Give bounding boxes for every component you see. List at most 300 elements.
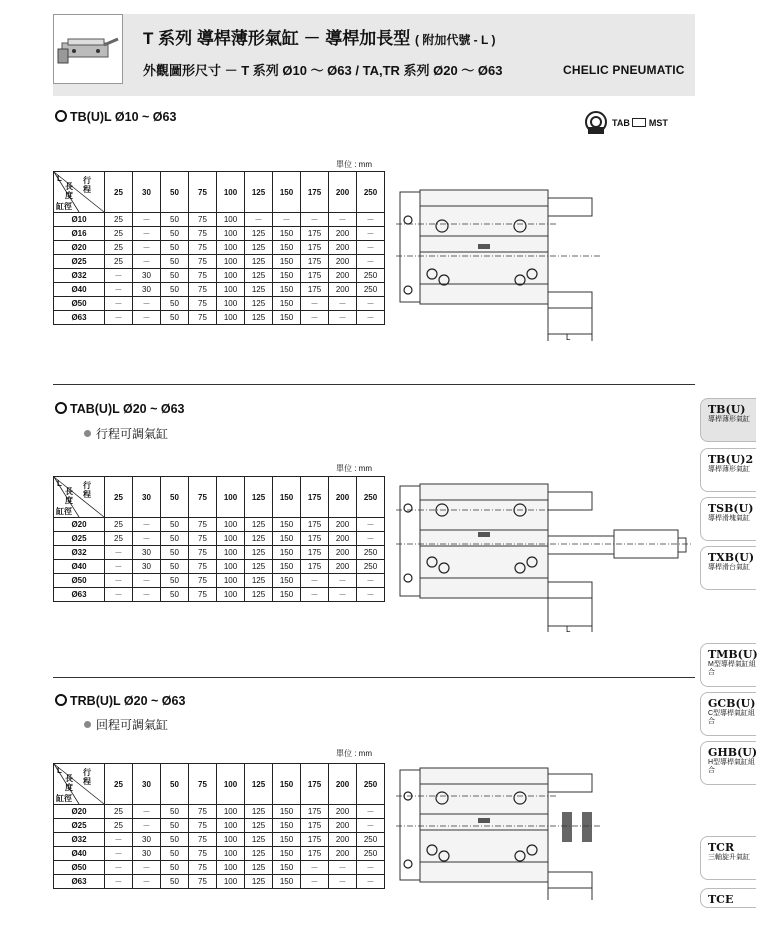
bullet-trb: 回程可調氣缸: [84, 716, 168, 733]
stroke-header: 30: [133, 764, 161, 805]
stroke-header: 250: [357, 764, 385, 805]
table-cell: －: [329, 861, 357, 875]
table-cell: －: [133, 875, 161, 889]
table-cell: －: [273, 213, 301, 227]
table-cell: －: [133, 227, 161, 241]
table-cell: 100: [217, 269, 245, 283]
table-cell: 75: [189, 213, 217, 227]
table-cell: 25: [105, 227, 133, 241]
side-tab[interactable]: [700, 643, 756, 687]
side-tab-desc: 三軸旋升氣缸: [708, 854, 750, 861]
table-cell: 100: [217, 283, 245, 297]
table-cell: 150: [273, 532, 301, 546]
table-cell: 175: [301, 819, 329, 833]
table-cell: －: [133, 574, 161, 588]
stroke-header: 50: [161, 477, 189, 518]
brand-name: CHELIC PNEUMATIC: [563, 63, 685, 77]
table-cell: 50: [161, 833, 189, 847]
stroke-header: 125: [245, 764, 273, 805]
table-cell: 50: [161, 241, 189, 255]
side-tab-code: GHB(U): [708, 746, 758, 759]
table-cell: －: [133, 311, 161, 325]
table-cell: 125: [245, 805, 273, 819]
table-cell: －: [357, 861, 385, 875]
table-cell: 150: [273, 546, 301, 560]
table-cell: 200: [329, 269, 357, 283]
side-tab-desc: C型導桿氣缸組合: [708, 710, 756, 725]
table-cell: 150: [273, 574, 301, 588]
table-row: [54, 847, 385, 861]
table-cell: －: [357, 518, 385, 532]
table-cell: 75: [189, 847, 217, 861]
table-cell: 100: [217, 213, 245, 227]
svg-text:L: L: [566, 625, 571, 634]
table-cell: 50: [161, 861, 189, 875]
table-cell: 50: [161, 269, 189, 283]
table-cell: 200: [329, 819, 357, 833]
table-cell: 100: [217, 297, 245, 311]
table-cell: 75: [189, 861, 217, 875]
table-cell: －: [105, 588, 133, 602]
table-cell: 150: [273, 311, 301, 325]
table-cell: 75: [189, 227, 217, 241]
bore-cell: Ø63: [54, 875, 105, 889]
unit-label: 單位 : mm: [336, 749, 372, 758]
table-cell: 100: [217, 805, 245, 819]
table-cell: 50: [161, 875, 189, 889]
table-row: [54, 560, 385, 574]
stroke-header: 25: [105, 764, 133, 805]
table-cell: 25: [105, 819, 133, 833]
table-cell: 25: [105, 241, 133, 255]
table-cell: 50: [161, 518, 189, 532]
tab-mst-logo-icon: [582, 110, 610, 141]
table-row: [54, 875, 385, 889]
svg-text:L: L: [566, 333, 571, 342]
table-cell: 75: [189, 875, 217, 889]
stroke-header: 75: [189, 172, 217, 213]
table-cell: 30: [133, 833, 161, 847]
stroke-header: 150: [273, 477, 301, 518]
bore-cell: Ø32: [54, 546, 105, 560]
table-cell: 100: [217, 574, 245, 588]
cylinder-photo: [53, 14, 123, 84]
divider: [53, 677, 695, 678]
table-cell: －: [329, 574, 357, 588]
stroke-header: 25: [105, 477, 133, 518]
table-cell: 175: [301, 532, 329, 546]
side-tab-desc: 導桿滑台氣缸: [708, 564, 750, 571]
table-cell: 30: [133, 847, 161, 861]
table-cell: －: [133, 532, 161, 546]
table-cell: 75: [189, 588, 217, 602]
table-cell: 150: [273, 819, 301, 833]
stroke-header: 250: [357, 477, 385, 518]
side-tab-desc: 導桿滑塊氣缸: [708, 515, 750, 522]
table-cell: 50: [161, 847, 189, 861]
table-row: [54, 213, 385, 227]
table-cell: －: [357, 532, 385, 546]
bore-cell: Ø25: [54, 532, 105, 546]
table-cell: －: [329, 297, 357, 311]
stroke-header: 30: [133, 477, 161, 518]
table-cell: 30: [133, 269, 161, 283]
table-cell: 150: [273, 297, 301, 311]
table-cell: －: [357, 311, 385, 325]
table-cell: －: [301, 875, 329, 889]
table-cell: 125: [245, 241, 273, 255]
section-title-trb: TRB(U)L Ø20 ~ Ø63: [55, 694, 185, 708]
table-cell: 100: [217, 311, 245, 325]
table-cell: －: [133, 805, 161, 819]
side-tab-code: TCR: [708, 841, 735, 854]
table-cell: 50: [161, 560, 189, 574]
table-cell: －: [105, 875, 133, 889]
table-row: [54, 574, 385, 588]
stroke-header: 175: [301, 477, 329, 518]
bullet-tab: 行程可調氣缸: [84, 425, 168, 442]
table-cell: －: [133, 213, 161, 227]
table-cell: －: [357, 588, 385, 602]
table-cell: －: [357, 241, 385, 255]
stroke-header: 125: [245, 477, 273, 518]
table-cell: 30: [133, 546, 161, 560]
side-tab-code: TB(U): [708, 403, 746, 416]
table-cell: －: [105, 560, 133, 574]
table-cell: 100: [217, 819, 245, 833]
stroke-header: 75: [189, 764, 217, 805]
table-cell: 50: [161, 227, 189, 241]
side-tab[interactable]: [700, 398, 756, 442]
bore-cell: Ø63: [54, 311, 105, 325]
table-cell: 100: [217, 546, 245, 560]
stroke-header: 75: [189, 477, 217, 518]
table-cell: －: [357, 819, 385, 833]
table-cell: 125: [245, 588, 273, 602]
table-cell: －: [105, 574, 133, 588]
table-cell: －: [105, 847, 133, 861]
stroke-header: 125: [245, 172, 273, 213]
table-cell: －: [105, 311, 133, 325]
table-cell: 200: [329, 833, 357, 847]
table-cell: －: [357, 875, 385, 889]
table-cell: 125: [245, 847, 273, 861]
table-cell: －: [133, 255, 161, 269]
side-tab[interactable]: [700, 546, 756, 590]
table-row: [54, 819, 385, 833]
table-cell: 75: [189, 819, 217, 833]
side-tab-code: TB(U)2: [708, 453, 754, 466]
table-cell: 175: [301, 833, 329, 847]
table-cell: －: [329, 311, 357, 325]
bore-cell: Ø16: [54, 227, 105, 241]
table-row: [54, 518, 385, 532]
table-row: [54, 588, 385, 602]
table-cell: －: [357, 805, 385, 819]
table-cell: －: [357, 255, 385, 269]
table-row: [54, 269, 385, 283]
bore-cell: Ø63: [54, 588, 105, 602]
table-cell: 75: [189, 560, 217, 574]
table-cell: 125: [245, 546, 273, 560]
side-tab-desc: H型導桿氣缸組合: [708, 759, 756, 774]
bore-cell: Ø20: [54, 241, 105, 255]
stroke-header: 50: [161, 172, 189, 213]
table-cell: 75: [189, 546, 217, 560]
side-tab-desc: 導桿薄形氣缸: [708, 416, 750, 423]
stroke-header: 100: [217, 764, 245, 805]
unit-label: 單位 : mm: [336, 160, 372, 169]
bore-cell: Ø50: [54, 574, 105, 588]
table-cell: 75: [189, 283, 217, 297]
table-cell: 25: [105, 532, 133, 546]
table-cell: －: [301, 861, 329, 875]
table-row: [54, 241, 385, 255]
table-cell: 175: [301, 227, 329, 241]
table-cell: 150: [273, 847, 301, 861]
table-cell: －: [105, 833, 133, 847]
bore-cell: Ø40: [54, 847, 105, 861]
table-cell: 100: [217, 588, 245, 602]
table-cell: －: [301, 213, 329, 227]
stroke-header: 25: [105, 172, 133, 213]
table-cell: 200: [329, 255, 357, 269]
table-cell: 200: [329, 532, 357, 546]
bore-cell: Ø40: [54, 560, 105, 574]
bore-cell: Ø20: [54, 518, 105, 532]
table-corner-header: L 長度 行程 缸徑: [54, 477, 105, 518]
table-cell: 150: [273, 518, 301, 532]
table-cell: 75: [189, 311, 217, 325]
table-cell: 200: [329, 518, 357, 532]
stroke-table: [53, 171, 385, 325]
table-cell: 75: [189, 269, 217, 283]
table-cell: 175: [301, 241, 329, 255]
table-cell: 75: [189, 255, 217, 269]
table-cell: －: [357, 297, 385, 311]
side-tab-code: GCB(U): [708, 697, 756, 710]
tab-drawing: [396, 480, 692, 635]
side-tab-code: TCE: [708, 893, 734, 906]
side-tab-code: TMB(U): [708, 648, 758, 661]
table-cell: 50: [161, 283, 189, 297]
stroke-header: 200: [329, 172, 357, 213]
table-cell: 75: [189, 518, 217, 532]
table-cell: 30: [133, 283, 161, 297]
bore-cell: Ø25: [54, 255, 105, 269]
bore-cell: Ø50: [54, 297, 105, 311]
side-tab[interactable]: [700, 741, 756, 785]
table-cell: 50: [161, 588, 189, 602]
table-cell: －: [357, 213, 385, 227]
table-cell: 175: [301, 847, 329, 861]
table-cell: 125: [245, 283, 273, 297]
table-cell: 25: [105, 255, 133, 269]
table-cell: 50: [161, 805, 189, 819]
table-cell: －: [133, 819, 161, 833]
table-cell: －: [329, 213, 357, 227]
table-cell: 50: [161, 255, 189, 269]
table-cell: 100: [217, 255, 245, 269]
table-cell: 50: [161, 546, 189, 560]
table-cell: －: [301, 574, 329, 588]
table-cell: 150: [273, 588, 301, 602]
bore-cell: Ø40: [54, 283, 105, 297]
table-row: [54, 833, 385, 847]
stroke-header: 200: [329, 477, 357, 518]
table-cell: 50: [161, 819, 189, 833]
table-cell: 75: [189, 532, 217, 546]
table-cell: 75: [189, 241, 217, 255]
unit-label: 單位 : mm: [336, 464, 372, 473]
stroke-header: 50: [161, 764, 189, 805]
table-cell: －: [133, 297, 161, 311]
stroke-header: 100: [217, 172, 245, 213]
table-cell: 125: [245, 875, 273, 889]
table-cell: 175: [301, 255, 329, 269]
divider: [53, 384, 695, 385]
table-cell: 200: [329, 805, 357, 819]
section-title-tb: TB(U)L Ø10 ~ Ø63: [55, 110, 176, 124]
table-cell: 250: [357, 847, 385, 861]
table-cell: 150: [273, 255, 301, 269]
table-cell: 250: [357, 833, 385, 847]
stroke-header: 175: [301, 764, 329, 805]
table-cell: －: [245, 213, 273, 227]
table-cell: －: [301, 311, 329, 325]
table-cell: 150: [273, 283, 301, 297]
table-cell: －: [105, 861, 133, 875]
table-row: [54, 255, 385, 269]
table-cell: 25: [105, 518, 133, 532]
bore-cell: Ø32: [54, 833, 105, 847]
table-cell: 250: [357, 283, 385, 297]
side-tab[interactable]: [700, 836, 756, 880]
side-tab[interactable]: [700, 497, 756, 541]
stroke-header: 150: [273, 764, 301, 805]
side-tab-code: TSB(U): [708, 502, 754, 515]
page-subtitle: 外觀圖形尺寸 － T 系列 Ø10 ～ Ø63 / TA,TR 系列 Ø20 ～ Ø63: [143, 63, 503, 78]
stroke-header: 200: [329, 764, 357, 805]
section-title-tab: TAB(U)L Ø20 ~ Ø63: [55, 402, 185, 416]
table-cell: －: [329, 588, 357, 602]
table-cell: 125: [245, 532, 273, 546]
table-cell: 25: [105, 805, 133, 819]
table-corner-header: L 長度 行程 缸徑: [54, 764, 105, 805]
table-cell: 125: [245, 269, 273, 283]
table-cell: 200: [329, 560, 357, 574]
table-cell: 150: [273, 227, 301, 241]
table-cell: 175: [301, 546, 329, 560]
table-cell: 175: [301, 805, 329, 819]
side-tab-code: TXB(U): [708, 551, 755, 564]
table-cell: 150: [273, 861, 301, 875]
table-cell: 50: [161, 297, 189, 311]
table-row: [54, 861, 385, 875]
stroke-header: 250: [357, 172, 385, 213]
bore-cell: Ø32: [54, 269, 105, 283]
table-cell: 25: [105, 213, 133, 227]
table-cell: 125: [245, 255, 273, 269]
table-cell: 175: [301, 518, 329, 532]
table-cell: 100: [217, 518, 245, 532]
table-cell: 100: [217, 833, 245, 847]
table-cell: 150: [273, 269, 301, 283]
table-cell: 50: [161, 532, 189, 546]
stroke-header: 175: [301, 172, 329, 213]
side-tab-desc: M型導桿氣缸組合: [708, 661, 756, 676]
logo-label: TAB MST: [612, 118, 668, 128]
bore-cell: Ø20: [54, 805, 105, 819]
table-cell: 75: [189, 833, 217, 847]
table-cell: －: [133, 518, 161, 532]
table-cell: 100: [217, 560, 245, 574]
table-cell: －: [105, 546, 133, 560]
table-cell: 50: [161, 574, 189, 588]
table-cell: 125: [245, 311, 273, 325]
table-cell: 250: [357, 546, 385, 560]
trb-drawing: [396, 764, 606, 902]
side-tab-desc: 導桿薄形氣缸: [708, 466, 750, 473]
bore-cell: Ø50: [54, 861, 105, 875]
table-cell: －: [133, 241, 161, 255]
table-cell: 125: [245, 518, 273, 532]
table-cell: 150: [273, 875, 301, 889]
table-cell: －: [105, 269, 133, 283]
table-cell: 50: [161, 213, 189, 227]
bore-cell: Ø25: [54, 819, 105, 833]
table-cell: 150: [273, 560, 301, 574]
table-cell: 250: [357, 560, 385, 574]
table-cell: －: [357, 574, 385, 588]
stroke-header: 100: [217, 477, 245, 518]
side-tab[interactable]: [700, 692, 756, 736]
bore-cell: Ø10: [54, 213, 105, 227]
page-title: T 系列 導桿薄形氣缸 － 導桿加長型 ( 附加代號 - L ): [143, 29, 496, 48]
table-cell: －: [133, 861, 161, 875]
table-cell: 75: [189, 574, 217, 588]
stroke-header: 30: [133, 172, 161, 213]
table-cell: －: [301, 588, 329, 602]
side-tab[interactable]: [700, 888, 756, 908]
table-cell: 100: [217, 532, 245, 546]
table-cell: 175: [301, 269, 329, 283]
table-cell: －: [105, 297, 133, 311]
table-cell: 250: [357, 269, 385, 283]
stroke-table: [53, 476, 385, 602]
table-row: [54, 283, 385, 297]
table-cell: 175: [301, 560, 329, 574]
table-cell: 125: [245, 227, 273, 241]
table-cell: 150: [273, 805, 301, 819]
table-cell: 100: [217, 861, 245, 875]
table-cell: 150: [273, 833, 301, 847]
table-corner-header: L 長度 行程 缸徑: [54, 172, 105, 213]
table-cell: 75: [189, 805, 217, 819]
stroke-header: 150: [273, 172, 301, 213]
table-row: [54, 297, 385, 311]
side-tab[interactable]: [700, 448, 756, 492]
table-cell: －: [301, 297, 329, 311]
table-cell: 125: [245, 861, 273, 875]
table-cell: －: [329, 875, 357, 889]
table-cell: －: [357, 227, 385, 241]
table-row: [54, 532, 385, 546]
table-cell: 200: [329, 241, 357, 255]
table-cell: 125: [245, 574, 273, 588]
table-cell: 100: [217, 847, 245, 861]
table-cell: 200: [329, 847, 357, 861]
